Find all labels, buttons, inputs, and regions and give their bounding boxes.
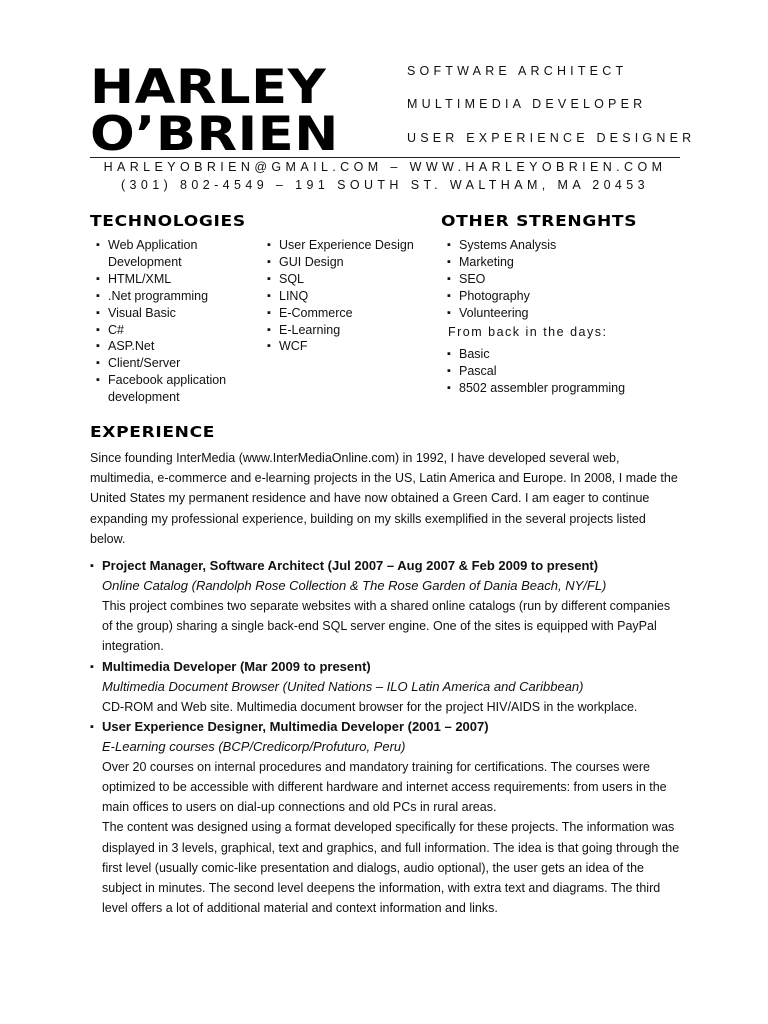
role-multimedia-developer: MULTIMEDIA DEVELOPER [407,97,647,111]
list-item: ▪ E-Commerce [267,305,437,322]
header-divider [90,157,680,158]
job-title: ▪ Project Manager, Software Architect (Jul 2007 – Aug 2007 & Feb 2009 to present) [102,556,680,576]
list-item: ▪ ASP.Net [96,338,236,355]
list-item: ▪ Client/Server [96,355,236,372]
job-entry [90,717,680,919]
list-item: ▪ Visual Basic [96,305,236,322]
contact-email-website: HARLEYOBRIEN@GMAIL.COM – WWW.HARLEYOBRIEN.COM [103,160,667,174]
back-in-the-days-label: From back in the days: [448,325,608,339]
list-item: ▪ LINQ [267,288,437,305]
job-project: Online Catalog (Randolph Rose Collection & The Rose Garden of Dania Beach, NY/FL) [102,578,607,593]
job-description: This project combines two separate websites with a shared online catalogs (run by different companies of the group) sharing a single back-end SQL server engine. One of the sites is equipped with PayPal integration. [102,599,671,654]
job-project: Multimedia Document Browser (United Nations – ILO Latin America and Caribbean) [102,678,584,694]
list-item: ▪ Web Application Development [96,237,236,271]
first-name: HARLEY [90,60,327,115]
list-item: ▪ SEO [447,271,677,288]
technologies-list-col2 [267,237,437,355]
list-item: ▪ SQL [267,271,437,288]
list-item: ▪ User Experience Design [267,237,437,254]
back-in-the-days-list [447,346,677,397]
jobs-list [90,556,680,918]
list-item: ▪ 8502 assembler programming [447,380,677,397]
last-name: O’BRIEN [90,107,339,162]
list-item: ▪ Volunteering [447,305,677,322]
role-software-architect: SOFTWARE ARCHITECT [407,64,628,78]
other-strengths-heading: OTHER STRENGHTS [441,212,638,230]
technologies-list-col1 [96,237,236,406]
list-item: ▪ GUI Design [267,254,437,271]
list-item: ▪ .Net programming [96,288,236,305]
job-description-continued: The content was designed using a format developed specifically for these projects. The information was displayed in 3 levels, graphical, text and graphics, and full information. The idea is that going through the first level (usually comic-like presentation and dialogs, audio optional), the user gets an idea of the subject in minutes. The second level deepens the information, with extra text and diagrams. The third level offers a lot of additional material and context information and links. [102,820,680,916]
list-item: ▪ Facebook application development [96,372,236,406]
experience-heading: EXPERIENCE [90,423,216,441]
list-item: ▪ Pascal [447,363,677,380]
job-entry [90,657,680,717]
contact-phone-address: (301) 802-4549 – 191 SOUTH ST. WALTHAM, MA 20453 [120,178,649,192]
list-item: ▪ Systems Analysis [447,237,677,254]
other-strengths-list [447,237,677,322]
job-description: Over 20 courses on internal procedures and mandatory training for certifications. The courses were optimized to be accessible with different hardware and internet access requirements: from users in the main offices to users on dial-up connections and old PCs in rural areas. [102,759,667,815]
experience-intro: Since founding InterMedia (www.InterMediaOnline.com) in 1992, I have developed several web, multimedia, e-commerce and e-learning projects in the US, Latin America and Europe. In 2008, I made the United States my permanent residence and have now obtained a Green Card. I am eager to continue expanding my professional experience, building on my skills exemplified in the several projects listed below. [90,451,678,546]
technologies-heading: TECHNOLOGIES [90,212,246,230]
list-item: ▪ E-Learning [267,322,437,339]
job-title: ▪ Multimedia Developer (Mar 2009 to present) [102,657,680,677]
list-item: ▪ WCF [267,338,437,355]
list-item: ▪ Photography [447,288,677,305]
job-description: CD-ROM and Web site. Multimedia document browser for the project HIV/AIDS in the workplace. [102,699,638,714]
job-project: E-Learning courses (BCP/Credicorp/Profuturo, Peru) [102,738,406,754]
list-item: ▪ Basic [447,346,677,363]
list-item: ▪ Marketing [447,254,677,271]
role-ux-designer: USER EXPERIENCE DESIGNER [407,131,696,145]
job-entry [90,556,680,657]
list-item: ▪ HTML/XML [96,271,236,288]
list-item: ▪ C# [96,322,236,339]
job-title: ▪ User Experience Designer, Multimedia Developer (2001 – 2007) [102,717,680,737]
